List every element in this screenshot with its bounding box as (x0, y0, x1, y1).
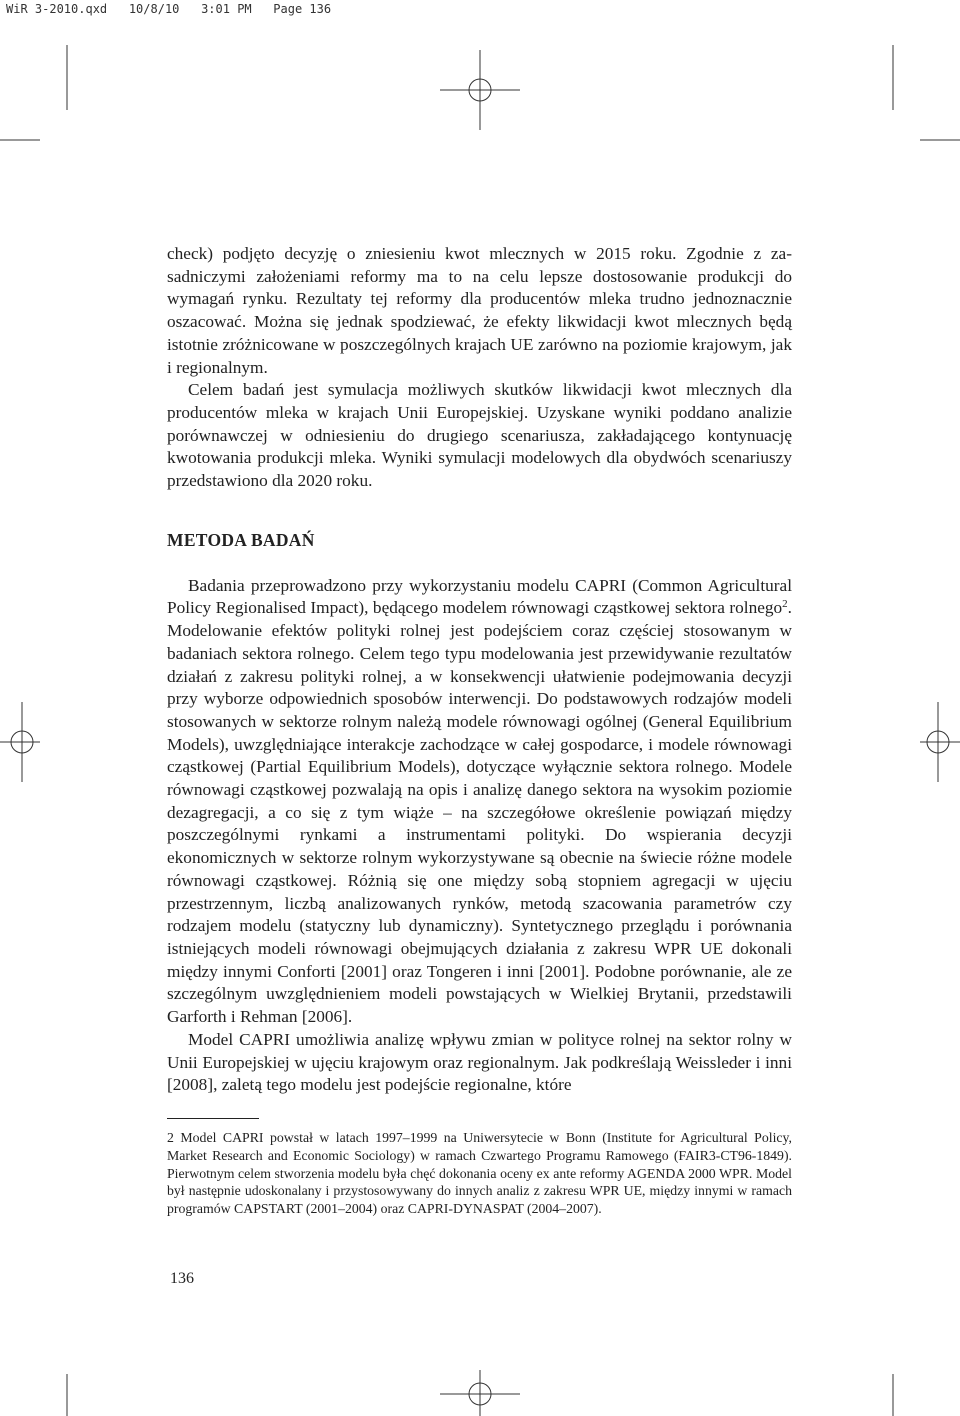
paragraph: Celem badań jest symulacja możliwych skutków likwidacji kwot mlecznych dla producentów mleka w krajach Unii Europejskiej. Uzyskane wyniki poddano analizie porównawczej w odniesieniu do drugiego scenariusza, zakładającego kontynuację kwotowania produkcji mleka. Wyniki symulacji modelowych dla obydwóch scenariuszy przedstawiono dla 2020 roku. (167, 380, 792, 491)
body-text (167, 575, 792, 1097)
registration-mark-bottom (440, 1370, 520, 1416)
footnote-number: 2 (167, 1129, 174, 1145)
paragraph: Model CAPRI umożliwia analizę wpływu zmian w polityce rolnej na sektor rolny w Unii Europejskiej w ujęciu krajowym oraz regionalnym. Jak podkreślają Weissleder i inni [2008], zaletą tego modelu jest podejście regionalne, które (167, 1029, 792, 1095)
footnote-text: Model CAPRI powstał w latach 1997–1999 na Uniwersytecie w Bonn (Institute for Agricultural Policy, Market Research and Economic Sociology) w ramach Czwartego Programu Ramowego (FAIR3-CT96-1849). Pierwotnym celem stworzenia modelu była chęć dokonania oceny ex ante reformy AGENDA 2000 WPR. Model był następnie udoskonalany i przystosowywany do innych analiz z zakresu WPR UE, między innymi w ramach programów CAPSTART (2001–2004) oraz CAPRI-DYNASPAT (2004–2007). (167, 1129, 792, 1217)
body-text (167, 243, 792, 493)
paragraph (167, 575, 792, 1029)
registration-mark-top (440, 50, 520, 130)
page-content (167, 243, 792, 1218)
paragraph: check) podjęto decyzję o zniesieniu kwot mlecznych w 2015 roku. Zgodnie z zasadniczymi założeniami reformy ma to na celu lepsze dostosowanie produkcji do wymagań rynku. Rezultaty tej reformy dla producentów mleka trudno jednoznacznie oszacować. Można się jednak spodziewać, że efekty likwidacji kwot mlecznych będą istotnie zróżnicowane w poszczególnych krajach UE zarówno na poziomie krajowym, jak i regionalnym. (167, 244, 792, 377)
file-slug: WiR 3-2010.qxd 10/8/10 3:01 PM Page 136 (6, 2, 332, 16)
section-heading: METODA BADAŃ (167, 529, 315, 550)
footnote (167, 1129, 792, 1218)
page-number: 136 (170, 1270, 194, 1287)
paragraph-part: Badania przeprowadzono przy wykorzystaniu modelu CAPRI (Common Agricultural Policy Regionalised Impact), będącego modelem równowagi cząstkowej sektora rolnego (167, 575, 792, 618)
footnote-reference[interactable]: 2 (782, 598, 788, 611)
registration-mark-right (920, 702, 960, 782)
registration-mark-left (0, 702, 40, 782)
paragraph-part: . Modelowanie efektów polityki rolnej jest podejściem coraz częściej stosowanym w badaniach sektora rolnego. Celem tego typu modelowania jest przewidywanie rezultatów działań z zakresu polityki rolnej, a w konsekwencji ułatwienie podejmowania decyzji przy wyborze odpowiednich sposobów interwencji. Do podstawowych rodzajów modeli stosowanych w sektorze rolnym należą modele równowagi ogólnej (General Equilibrium Models), uwzględniające interakcje zachodzące w całej gospodarce, i modele równowagi cząstkowej (Partial Equilibrium Models), dotyczące wyłącznie sektora rolnego. Modele równowagi cząstkowej pozwalają na opis i analizę danego sektora na wysokim poziomie dezagregacji, a co się z tym wiąże – na szczegółowe określenie powiązań między poszczególnymi rynkami a instrumentami polityki. Do wspierania decyzji ekonomicznych w sektorze rolnym wykorzystywane są obecnie na świecie różne modele równowagi cząstkowej. Różnią się one między sobą stopniem agregacji w ujęciu przestrzennym, liczbą analizowanych rynków, metodą szacowania parametrów czy rodzajem modelu (statyczny lub dynamiczny). Syntetycznego przeglądu i porównania istniejących modeli równowagi obejmujących działania z zakresu WPR UE dokonali między innymi Conforti [2001] oraz Tongeren i inni [2001]. Podobne porównanie, ale ze szczególnym uwzględnieniem modeli powstających w Wielkiej Brytanii, przedstawili Garforth i Rehman [2006]. (167, 598, 792, 1027)
footnote-rule (167, 1118, 259, 1119)
